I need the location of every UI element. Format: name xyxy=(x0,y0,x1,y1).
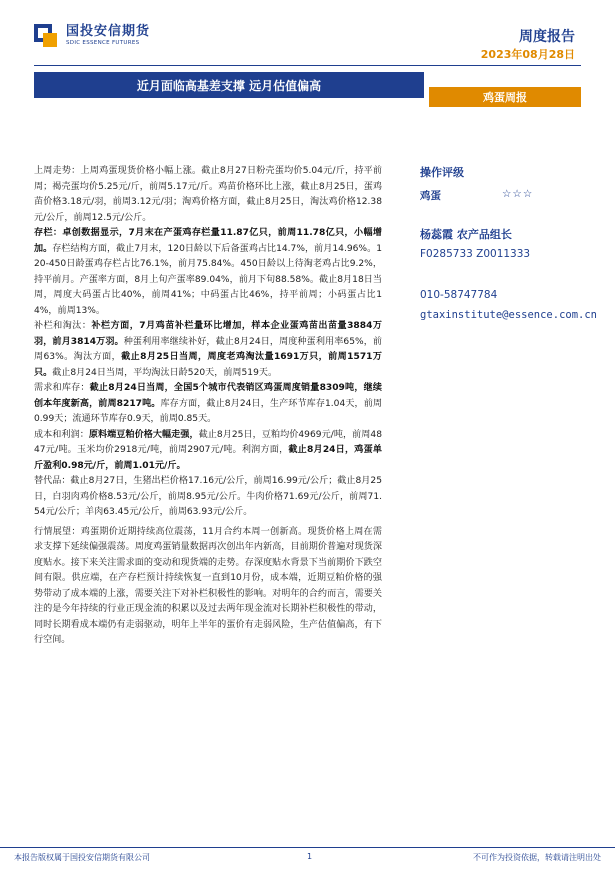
page-number: 1 xyxy=(307,852,313,861)
paragraph-restock-culling xyxy=(34,319,382,381)
restock-highlight: 补栏方面，7月鸡苗补栏量环比增加，样本企业蛋鸡苗出苗量3884万羽，前月3814万羽。 xyxy=(34,321,382,347)
cost-highlight: 原料端豆粕价格大幅走强， xyxy=(88,429,199,440)
stock-detail: 库存方面，截止8月24日，生产环节库存1.04天，前周0.99天；流通环节库存0.9天，前周0.85天。 xyxy=(34,398,383,424)
restock-lead: 补栏和淘汰： xyxy=(34,321,92,331)
culling-highlight: 截止8月25日当周，周度老鸡淘汰量1691万只，前周1571万只。 xyxy=(34,352,382,378)
logo-icon xyxy=(34,24,60,48)
company-logo xyxy=(34,24,150,48)
rating-product: 鸡蛋 xyxy=(420,190,441,202)
analyst-license-codes: F0285733 Z0011333 xyxy=(420,248,531,260)
company-name-cn: 国投安信期货 xyxy=(66,24,151,39)
paragraph-cost-profit xyxy=(34,428,382,475)
demand-lead: 需求和库存： xyxy=(34,383,90,393)
profit-highlight: 截止8月24日，鸡蛋单斤盈利0.98元/斤，前周1.01元/斤。 xyxy=(34,445,382,471)
cost-detail: 截止8月25日，豆粕均价4969元/吨，前周4847元/吨。玉米均价2918元/吨，前周2907元/吨。利润方面， xyxy=(34,429,382,455)
header-divider xyxy=(34,65,581,66)
paragraph-last-week-trend: 上周走势：上周鸡蛋现货价格小幅上涨。截止8月27日粉壳蛋均价5.04元/斤，持平前周；褐壳蛋均价5.25元/斤，前周5.17元/斤。鸡苗价格环比上涨，截止8月25日，蛋鸡苗价格3.18元/羽，前周3.12元/羽；淘鸡价格方面，截止8月25日，淘汰鸡价格12.38元/公斤，前周12.5元/公斤。 xyxy=(34,166,382,223)
logo-text xyxy=(66,25,150,47)
restock-detail: 种蛋利用率继续补好，截止8月24日，周度种蛋利用率65%，前周63%。淘汰方面， xyxy=(34,336,383,362)
rating-row xyxy=(420,188,610,202)
rating-title: 操作评级 xyxy=(420,166,464,179)
report-title: 近月面临高基差支撑 远月估值偏高 xyxy=(34,72,424,98)
analyst-name: 杨蕊霞 农产品组长 xyxy=(420,228,512,241)
report-type: 周度报告 xyxy=(519,29,575,45)
paragraph-demand-stock xyxy=(34,381,382,428)
cost-lead: 成本和利润： xyxy=(34,429,89,440)
paragraph-inventory xyxy=(34,226,382,319)
report-date: 2023年08月28日 xyxy=(480,48,575,61)
category-tag: 鸡蛋周报 xyxy=(429,87,581,107)
report-body xyxy=(34,164,382,649)
footer-copyright: 本报告版权属于国投安信期货有限公司 xyxy=(14,853,150,862)
culling-detail: 截止8月24日当周，平均淘汰日龄520天，前周519天。 xyxy=(52,367,278,378)
rating-stars-icon: ☆☆☆ xyxy=(502,188,534,200)
inventory-highlight: 存栏：卓创数据显示，7月末在产蛋鸡存栏量11.87亿只，前周11.78亿只，小幅增加。 xyxy=(34,228,382,254)
company-name-en: SDIC ESSENCE FUTURES xyxy=(66,40,140,46)
contact-phone: 010-58747784 xyxy=(420,289,498,301)
paragraph-substitutes: 替代品：截止8月27日，生猪出栏价格17.16元/公斤，前周16.99元/公斤；截止8月25日，白羽肉鸡价格8.53元/公斤，前周8.95元/公斤。牛肉价格71.69元/公斤，前周71.54元/公斤；羊肉63.45元/公斤，前周63.93元/公斤。 xyxy=(34,476,382,517)
inventory-detail: 存栏结构方面，截止7月末，120日龄以下后备蛋鸡占比14.7%，前月14.96%。120-450日龄蛋鸡存栏占比76.1%，前月75.84%。450日龄以上待淘老鸡占比9.2%，持平前月。产蛋率方面，8月上旬产蛋率89.04%，前月下旬88.58%。截止8月18日当周，周度大码蛋占比40%，前周41%；中码蛋占比46%，持平前周；小码蛋占比14%，前周13%。 xyxy=(34,243,382,316)
paragraph-outlook: 行情展望：鸡蛋期价近期持续高位震荡，11月合约本周一创新高。现货价格上周在需求支撑下延续偏强震荡。周度鸡蛋销量数据再次创出年内新高，目前期价普遍对现货深度贴水。接下来关注需求面的变动和现货端的走势。存深度贴水背景下当前期价下跌空间有限。供应端，在产存栏预计持续恢复一直到10月份，成本端，近期豆粕价格的强势带动了成本端的上涨，需要关注下对补栏积极性的影响。对明年的合约而言，需要关注的是今年持续的行业正现金流的积累以及过去两年现金流对长期补栏积极性的带动，同时长期看成本端仍有走弱驱动，明年上半年的蛋价有走弱风险，生产估值偏高，有下行空间。 xyxy=(34,526,382,645)
footer-disclaimer: 不可作为投资依据，转载请注明出处 xyxy=(473,853,601,862)
contact-email[interactable]: gtaxinstitute@essence.com.cn xyxy=(420,309,598,321)
sidebar xyxy=(420,164,610,321)
footer-divider xyxy=(0,847,615,848)
demand-highlight: 截止8月24日当周，全国5个城市代表销区鸡蛋周度销量8309吨，继续创本年度新高，前周8217吨。 xyxy=(34,383,382,409)
